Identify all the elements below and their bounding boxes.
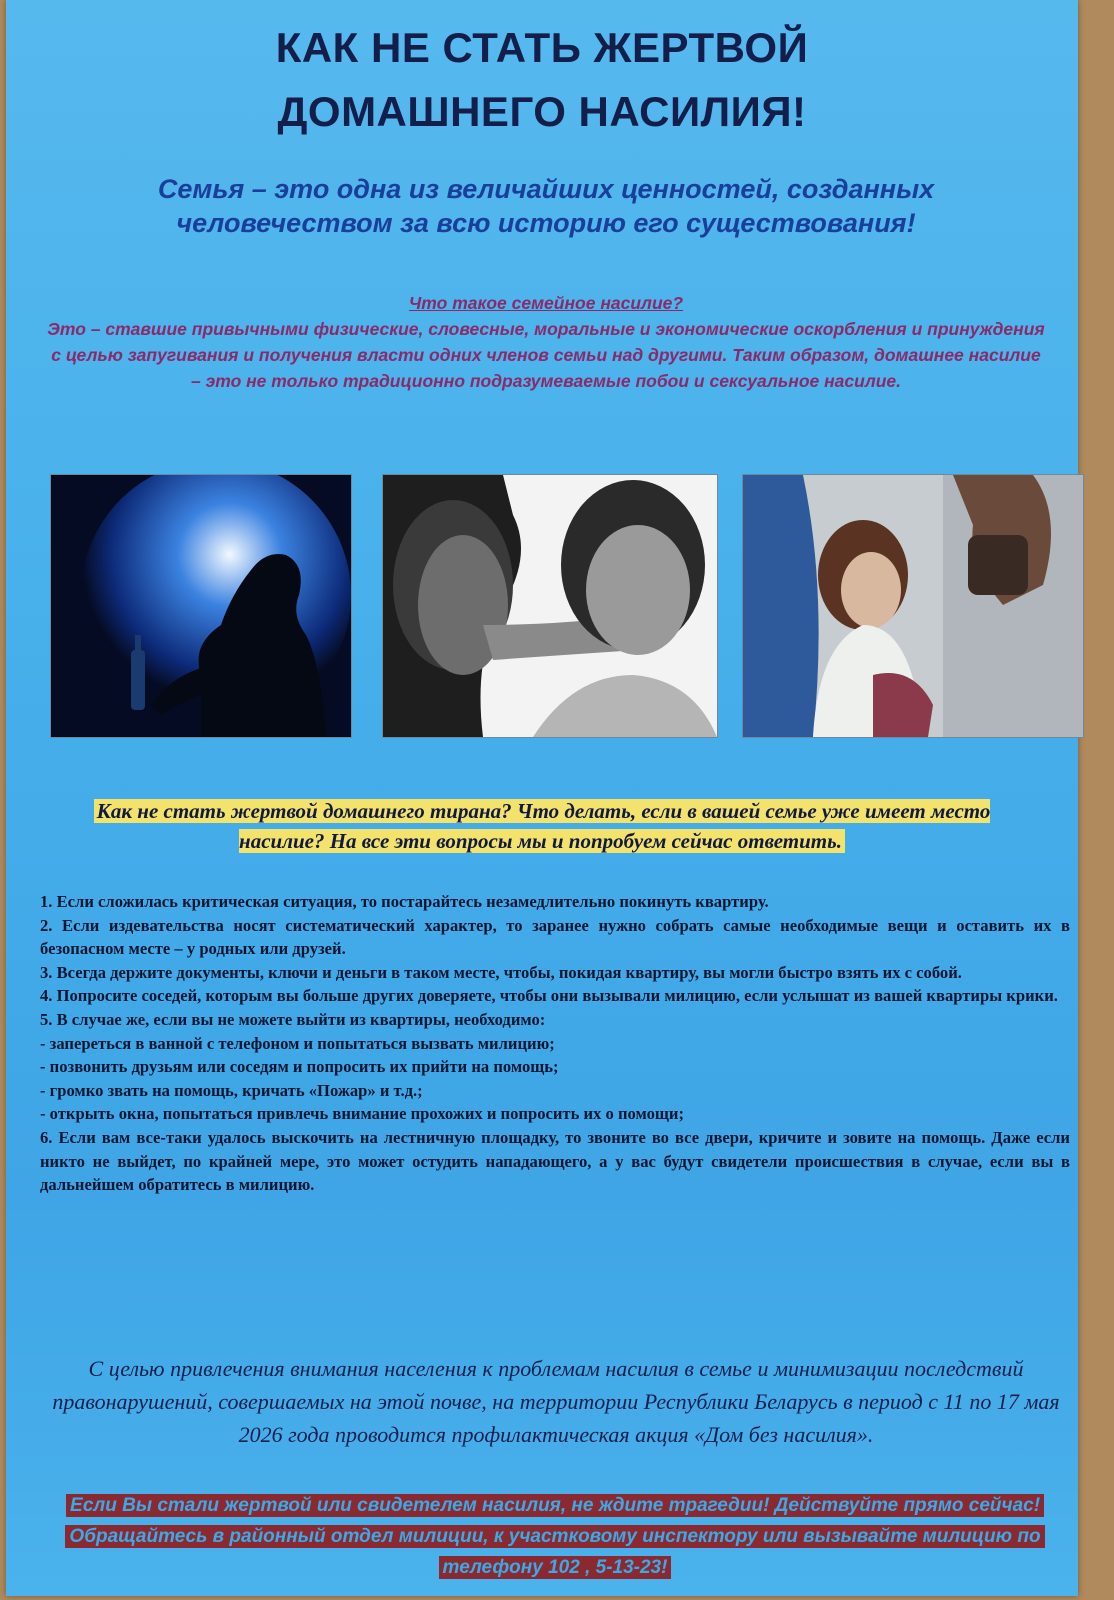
list-item: 2. Если издевательства носят систематический характер, то заранее нужно собрать самые необходимые вещи и оставить их в безопасном месте – у родных или друзей. <box>40 915 1070 959</box>
list-item: - открыть окна, попытаться привлечь внимание прохожих и попросить их о помощи; <box>40 1104 684 1124</box>
list-item: 3. Всегда держите документы, ключи и деньги в таком месте, чтобы, покидая квартиру, вы могли быстро взять их с собой. <box>40 962 962 982</box>
list-item: - позвонить друзьям или соседям и попросить их прийти на помощь; <box>40 1057 559 1077</box>
definition-text: Это – ставшие привычными физические, словесные, моральные и экономические оскорбления и принуждения с целью запугивания и получения власти одних членов семьи над другими. Таким образом, домашнее насилие – это не только традиционно подразумеваемые побои и сексуальное насилие. <box>47 319 1045 391</box>
poster-subtitle: Семья – это одна из величайших ценностей, созданных человечеством за всю историю его существования! <box>157 174 935 238</box>
list-item: 1. Если сложилась критическая ситуация, то постарайтесь незамедлительно покинуть квартиру. <box>40 892 769 911</box>
frightened-woman-photo <box>742 474 1084 738</box>
poster-title-line1: КАК НЕ СТАТЬ ЖЕРТВОЙ <box>275 24 809 71</box>
poster-sheet <box>6 0 1078 1596</box>
list-item: 4. Попросите соседей, которым вы больше других доверяете, чтобы они вызывали милицию, если услышат из вашей квартиры крики. <box>40 986 1058 1006</box>
highlight-text: Как не стать жертвой домашнего тирана? Что делать, если в вашей семье уже имеет место насилие? На все эти вопросы мы и попробуем сейчас ответить. <box>94 799 991 853</box>
photo-strip <box>50 474 1080 738</box>
definition-block <box>46 290 1046 394</box>
list-item: - запереться в ванной с телефоном и попытаться вызвать милицию; <box>40 1033 555 1053</box>
man-grabbing-woman-photo <box>382 474 718 738</box>
emergency-contact-text: Если Вы стали жертвой или свидетелем насилия, не ждите трагедии! Действуйте прямо сейчас! Обращайтесь в районный отдел милиции, к участковому инспектору или вызывайте милицию по телефону 102 , 5-13-23! <box>65 1494 1044 1579</box>
list-item: 6. Если вам все-таки удалось выскочить на лестничную площадку, то звоните во все двери, кричите и зовите на помощь. Даже если никто не выйдет, по крайней мере, это может остудить нападающего, а у вас будут свидетели происшествия в случае, если вы в дальнейшем обратитесь в милицию. <box>40 1127 1070 1195</box>
definition-question: Что такое семейное насилие? <box>408 293 684 313</box>
poster-title-line2: ДОМАШНЕГО НАСИЛИЯ! <box>277 88 807 135</box>
highlight-question <box>72 796 1012 856</box>
list-item: 5. В случае же, если вы не можете выйти из квартиры, необходимо: <box>40 1009 546 1029</box>
campaign-announcement: С целью привлечения внимания населения к проблемам насилия в семье и минимизации последствий правонарушений, совершаемых на этой почве, на территории Республики Беларусь в период с 11 по 17 мая 2026 года проводится профилактическая акция «Дом без насилия». <box>52 1356 1060 1447</box>
silhouette-with-bottle-photo <box>50 474 352 738</box>
list-item: - громко звать на помощь, кричать «Пожар» и т.д.; <box>40 1080 423 1100</box>
advice-list <box>40 890 1070 1197</box>
emergency-contact-banner <box>32 1490 1078 1583</box>
